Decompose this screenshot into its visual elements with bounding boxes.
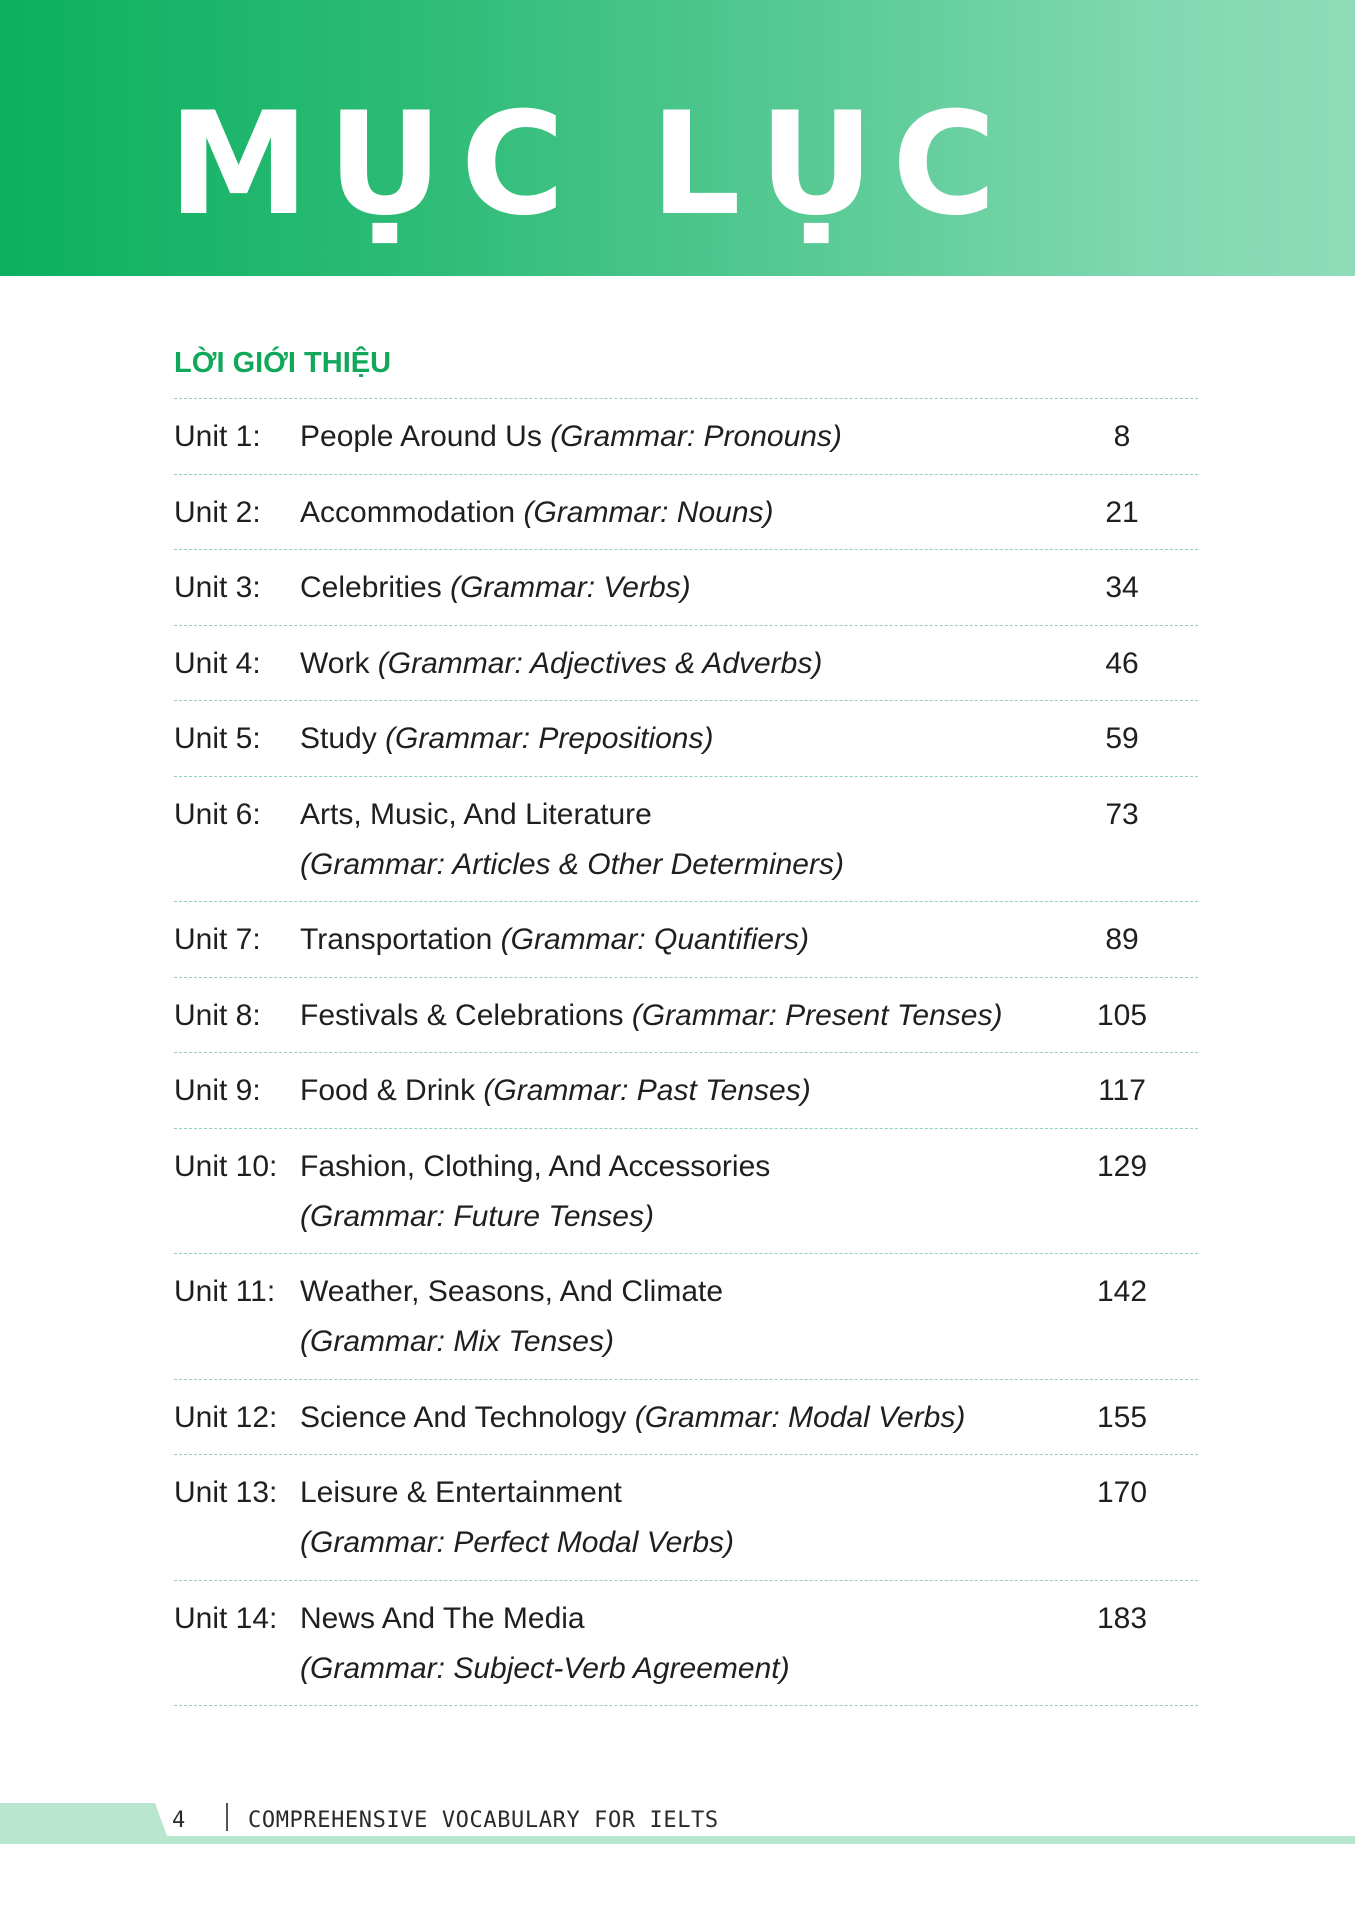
page-number: 21 bbox=[1105, 495, 1139, 529]
unit-grammar: (Grammar: Adjectives & Adverbs) bbox=[377, 646, 823, 680]
unit-topic: Weather, Seasons, And Climate (Grammar: Mix Tenses) bbox=[300, 1267, 1100, 1367]
header-banner bbox=[0, 0, 1355, 276]
unit-topic: People Around Us (Grammar: Pronouns) bbox=[300, 420, 842, 453]
unit-topic: Work (Grammar: Adjectives & Adverbs) bbox=[300, 646, 823, 680]
page-number: 105 bbox=[1096, 998, 1148, 1032]
toc-entry[interactable] bbox=[174, 1380, 1198, 1456]
page-number: 89 bbox=[1105, 923, 1139, 956]
unit-label: Unit 4: bbox=[174, 646, 261, 680]
intro-heading[interactable]: LỜI GIỚI THIỆU bbox=[174, 333, 1198, 399]
toc-entry[interactable] bbox=[174, 1254, 1198, 1380]
unit-topic: Arts, Music, And Literature (Grammar: Articles & Other Determiners) bbox=[300, 790, 1100, 890]
unit-topic: Science And Technology (Grammar: Modal Verbs) bbox=[300, 1400, 966, 1434]
toc-entry[interactable] bbox=[174, 1581, 1198, 1707]
unit-label: Unit 8: bbox=[174, 998, 261, 1032]
toc-entry[interactable] bbox=[174, 1129, 1198, 1255]
toc-entry[interactable] bbox=[174, 978, 1198, 1054]
page-number: 34 bbox=[1105, 571, 1139, 604]
page-number: 183 bbox=[1096, 1601, 1148, 1635]
unit-topic: Celebrities (Grammar: Verbs) bbox=[300, 571, 691, 604]
unit-topic: News And The Media (Grammar: Subject-Verb Agreement) bbox=[300, 1594, 1100, 1694]
unit-grammar: (Grammar: Future Tenses) bbox=[300, 1199, 654, 1233]
toc-entry[interactable] bbox=[174, 626, 1198, 702]
unit-label: Unit 9: bbox=[174, 1074, 261, 1107]
toc-entry[interactable] bbox=[174, 701, 1198, 777]
unit-grammar: (Grammar: Pronouns) bbox=[550, 420, 842, 453]
unit-grammar: (Grammar: Verbs) bbox=[450, 571, 691, 604]
unit-grammar: (Grammar: Prepositions) bbox=[385, 722, 714, 755]
unit-grammar: (Grammar: Mix Tenses) bbox=[300, 1325, 614, 1358]
toc-entry[interactable] bbox=[174, 1455, 1198, 1581]
page-number: 129 bbox=[1096, 1149, 1148, 1183]
unit-label: Unit 5: bbox=[174, 722, 261, 755]
table-of-contents bbox=[174, 333, 1198, 1706]
unit-label: Unit 10: bbox=[174, 1149, 278, 1183]
unit-grammar: (Grammar: Present Tenses) bbox=[631, 998, 1003, 1032]
footer-band bbox=[0, 1836, 1355, 1844]
unit-label: Unit 12: bbox=[174, 1400, 278, 1434]
toc-entry[interactable] bbox=[174, 550, 1198, 626]
unit-label: Unit 3: bbox=[174, 571, 261, 604]
toc-entry[interactable] bbox=[174, 1053, 1198, 1129]
unit-grammar: (Grammar: Subject-Verb Agreement) bbox=[300, 1651, 790, 1685]
unit-label: Unit 6: bbox=[174, 797, 261, 831]
unit-grammar: (Grammar: Quantifiers) bbox=[500, 923, 810, 956]
unit-grammar: (Grammar: Nouns) bbox=[523, 495, 774, 529]
footer-divider bbox=[226, 1803, 228, 1831]
unit-topic: Study (Grammar: Prepositions) bbox=[300, 722, 714, 755]
footer-page-number: 4 bbox=[172, 1808, 186, 1833]
unit-label: Unit 1: bbox=[174, 420, 261, 453]
unit-topic: Transportation (Grammar: Quantifiers) bbox=[300, 923, 810, 956]
footer-book-title: COMPREHENSIVE VOCABULARY FOR IELTS bbox=[248, 1808, 719, 1833]
unit-topic: Food & Drink (Grammar: Past Tenses) bbox=[300, 1074, 811, 1107]
page-number: 155 bbox=[1096, 1400, 1148, 1434]
toc-entry[interactable] bbox=[174, 399, 1198, 475]
unit-label: Unit 14: bbox=[174, 1601, 278, 1635]
page-number: 73 bbox=[1105, 797, 1139, 831]
unit-topic: Accommodation (Grammar: Nouns) bbox=[300, 495, 774, 529]
page-number: 117 bbox=[1098, 1074, 1146, 1107]
toc-entry[interactable] bbox=[174, 475, 1198, 551]
toc-entry[interactable] bbox=[174, 777, 1198, 903]
unit-topic: Fashion, Clothing, And Accessories (Grammar: Future Tenses) bbox=[300, 1142, 1100, 1242]
unit-label: Unit 2: bbox=[174, 495, 261, 529]
unit-grammar: (Grammar: Perfect Modal Verbs) bbox=[300, 1526, 734, 1559]
unit-topic: Leisure & Entertainment (Grammar: Perfect Modal Verbs) bbox=[300, 1468, 1100, 1568]
page-number: 170 bbox=[1096, 1476, 1148, 1509]
toc-entry[interactable] bbox=[174, 902, 1198, 978]
page-number: 8 bbox=[1113, 420, 1131, 453]
page-number: 142 bbox=[1096, 1275, 1148, 1308]
page-number: 46 bbox=[1105, 646, 1139, 680]
unit-grammar: (Grammar: Modal Verbs) bbox=[634, 1400, 966, 1434]
unit-grammar: (Grammar: Past Tenses) bbox=[483, 1074, 811, 1107]
unit-label: Unit 11: bbox=[174, 1275, 276, 1308]
unit-topic: Festivals & Celebrations (Grammar: Present Tenses) bbox=[300, 998, 1003, 1032]
page-number: 59 bbox=[1105, 722, 1139, 755]
unit-grammar: (Grammar: Articles & Other Determiners) bbox=[300, 847, 844, 881]
page-title: MỤC LỤC bbox=[168, 82, 1015, 247]
unit-label: Unit 13: bbox=[174, 1476, 278, 1509]
unit-label: Unit 7: bbox=[174, 923, 261, 956]
